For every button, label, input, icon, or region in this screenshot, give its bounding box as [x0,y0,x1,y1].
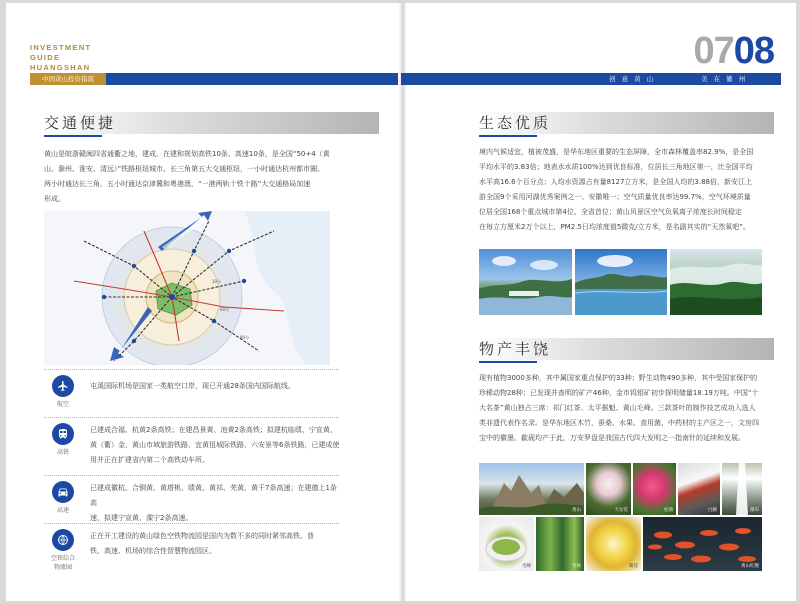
photo-caption: 竹林 [572,564,581,569]
text-line: 类非遗代表作名录。是华东地区木竹、蚕桑、水果、食用菌、中药材的主产区之一，文房四 [479,419,759,427]
brochure-spread [6,3,796,601]
text-line: 现有植物3000多种，其中属国家重点保护的33种；野生动物490多种，其中受国家保护的 [479,374,758,382]
text-line: 已建成合福、杭黄2条高铁；在建昌景黄、池黄2条高铁；拟建杭临绩、宁宣黄、 [90,426,337,434]
text-line: 已建成徽杭、合铜黄、黄塔桃、绩黄、黄祁、芜黄、黄千7条高速；在建德上1条高 [90,484,337,507]
svg-text:90分: 90分 [240,335,250,340]
text-line: 平均水平的3.83倍；地表水水质100%达到优良标准，位居长三角地区第一，比全国平均 [479,163,753,171]
product-photo-tea [479,517,534,571]
text-line: 铁、高速、机场的综合性智慧物流园区。 [90,547,216,555]
page-number-right: 08 [733,30,774,72]
photo-caption: 毛峰 [522,564,531,569]
transport-text [90,481,342,526]
brand-line-3: HUANGSHAN [30,63,91,72]
product-photo-pheasant [678,463,720,515]
divider [44,475,339,476]
section-title-text: 生态优质 [479,114,552,132]
transport-item-highway [44,481,344,523]
header-slogan-right: 美 在 徽 州 [701,75,748,83]
transport-label: 航空 [56,401,69,408]
text-line: 在每立方厘米2万个以上，PM2.5日均浓度值5微克/立方米，是名副其实的“天然氧吧”。 [479,223,750,231]
product-photo-azalea [633,463,676,515]
product-photo-flower-white [586,463,631,515]
intro-line: 黄山是皖浙赣闽四省通衢之地，建成、在建和规划高铁10条、高速10条，是全国“50+4（黄 [44,150,330,158]
section-title-transport [44,112,379,134]
ecology-text [479,145,779,235]
product-photo-chrysanthemum [586,517,641,571]
photo-caption: 黄山 [572,508,581,513]
transport-label: 高铁 [56,449,69,456]
photo-caption: 天女花 [614,508,628,513]
car-icon [52,481,74,503]
product-photo-mountain [479,463,584,515]
product-photo-waterfall [722,463,762,515]
text-line: 水平高16.6个百分点；人均水资源占有量8127立方米，是全国人均的3.88倍，新安江上 [479,178,752,186]
intro-line: 形成。 [44,195,65,203]
transport-item-logistics [44,529,344,579]
photo-caption: 菊花 [629,564,638,569]
divider [44,369,339,370]
transport-item-air [44,375,344,417]
train-icon [52,423,74,445]
header-slogan-left: 创 意 黄 山 [609,75,656,83]
right-page [401,3,796,601]
brand-line-1: INVESTMENT [30,43,92,52]
text-line: 正在开工建设的黄山绿色空铁物流园是国内为数不多的同时紧邻高铁、普 [90,532,314,540]
svg-text:60分: 60分 [220,307,230,312]
text-line: 大名茶”黄山独占三席：祁门红茶、太平猴魁、黄山毛峰。三款茶叶的制作技艺成功入选人 [479,404,756,412]
globe-icon [52,529,74,551]
photo-caption: 杜鹃 [664,508,673,513]
product-photo-red-carp [643,517,762,571]
section-title-ecology [479,112,774,134]
label-line: 空铁综合 [50,555,75,562]
ecology-photo-city [479,249,572,315]
section-title-text: 物产丰饶 [479,340,552,358]
text-line: 位居全国168个重点城市第4位、全省首位；黄山风景区空气负氧离子浓度长时间稳定 [479,208,742,216]
transport-label: 高速 [56,507,69,514]
text-line: 宝中的徽墨、歙砚均产于此，万安罗盘是我国古代四大发明之一指南针的延续和发展。 [479,434,745,442]
text-line: 境内气候适宜，植被茂盛，是华东地区重要的生态屏障，全市森林覆盖率82.9%，是全国 [479,148,754,156]
label-line: 物流园 [53,564,72,571]
transport-text [90,529,342,559]
airplane-icon [52,375,74,397]
transport-text [90,423,342,468]
divider [44,417,339,418]
page-number-left: 07 [693,30,734,72]
transport-label [44,554,82,572]
transport-intro [44,147,364,207]
ecology-photo-lake [575,249,667,315]
photo-caption: 黄山红鲤 [741,564,759,569]
left-page [6,3,401,601]
intro-line: 两小时通达长三角、五小时通达京津冀和粤港澳，“一港两轨十铁十路”大交通格局加速 [44,180,311,188]
brand-line-2: GUIDE [30,53,61,62]
products-text [479,371,779,446]
ecology-photo-forest [670,249,762,315]
text-line: 速，拟建宁宣黄、溧宁2条高速。 [90,514,193,522]
transport-text [90,379,342,394]
transport-map [44,211,330,365]
header-label: 中国黄山投资指南 [30,73,106,85]
transport-item-rail [44,423,344,479]
text-line: 珍稀动物28种；已发现并查明的矿产46种，金市钨钼矿初步探明储量18.19万吨。中国“十 [479,389,759,397]
text-line: 用并正在扩建省内第二个高铁动车所。 [90,456,209,464]
product-photo-bamboo [536,517,584,571]
section-title-text: 交通便捷 [44,114,117,132]
text-line: 游全国9个采用河湖优秀案例之一、安徽唯一；空气质量优良率达99.7%，空气环境质量 [479,193,751,201]
transport-map-graphic [44,211,330,365]
photo-caption: 白鹇 [708,508,717,513]
page-number [693,29,774,73]
brand-logo [30,43,91,73]
intro-line: 山、滁州、淮安、清远）”铁路枢纽城市、长三角第五大交通枢纽，一小时通达杭州都市圈、 [44,165,325,173]
text-line: 黄（衢）金、黄山市域旅游铁路、宜黄徂城际铁路、六安景等6条铁路，已建成使 [90,441,340,449]
section-title-products [479,338,774,360]
svg-text:30分: 30分 [212,279,222,284]
text-line: 屯溪国际机场是国家一类航空口岸，现已开通28条国内国际航线。 [90,382,295,390]
divider [44,523,339,524]
header-bar-left [106,73,401,85]
photo-caption: 瀑布 [750,508,759,513]
